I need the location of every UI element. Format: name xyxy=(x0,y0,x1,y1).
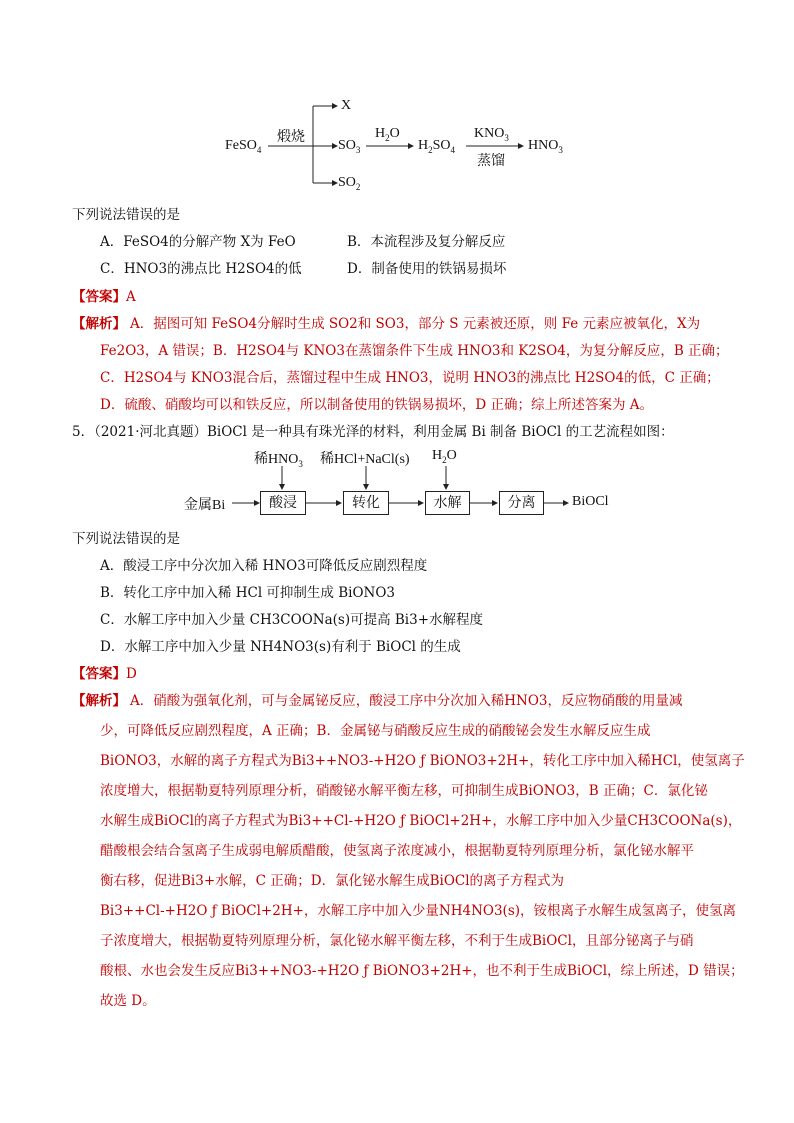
q5-analysis-line-5: 水解生成BiOCl的离子方程式为Bi3++Cl-+H2O ƒ BiOCl+2H+，水解工序中加入少量CH3COONa(s)， xyxy=(100,813,742,829)
q5-analysis-line-11: 故选 D。 xyxy=(100,993,156,1009)
q4-product2: $H_2SO_4$ xyxy=(418,138,456,155)
q4-analysis-line-3: C．H2SO4与 KNO3混合后，蒸馏过程中生成 HNO3，说明 HNO3的沸点比 H2SO4的低，C 正确； xyxy=(100,370,720,386)
q5-step-1: 酸浸 xyxy=(260,491,306,515)
q5-option-b: B．转化工序中加入稀 HCl 可抑制生成 BiONO3 xyxy=(100,585,395,601)
q5-analysis-line-6: 醋酸根会结合氢离子生成弱电解质醋酸，使氢离子浓度减小，根据勒夏特列原理分析，氯化铋水解平 xyxy=(100,843,694,859)
q4-step3-condition: 蒸馏 xyxy=(477,154,505,169)
q5-analysis-line-10: 酸根、水也会发生反应Bi3++NO3-+H2O ƒ BiONO3+2H+，也不利于生成BiOCl，综上所述，D 错误； xyxy=(100,963,744,979)
q4-answer-value: A xyxy=(126,289,136,305)
q4-product3: $HNO_3$ xyxy=(528,138,563,155)
q4-analysis-label: 【解析】 xyxy=(72,316,126,332)
q5-answer-value: D xyxy=(126,666,137,682)
q5-analysis-line-3: BiONO3，水解的离子方程式为Bi3++NO3-+H2O ƒ BiONO3+2H+，转化工序中加入稀HCl，使氢离子 xyxy=(100,753,745,769)
q4-step2-reagent: $H_2O$ xyxy=(375,126,400,143)
q4-analysis-line-4: D．硫酸、硝酸均可以和铁反应，所以制备使用的铁锅易损坏，D 正确；综上所述答案为 A。 xyxy=(100,397,653,413)
q5-reagent-2: 稀HCl+NaCl(s) xyxy=(320,452,410,467)
q5-input: 金属Bi xyxy=(184,498,226,513)
q5-analysis-line-4: 浓度增大，根据勒夏特列原理分析，硝酸铋水解平衡左移，可抑制生成BiONO3，B 正确；C．氯化铋 xyxy=(100,783,708,799)
q5-option-d: D．水解工序中加入少量 NH4NO3(s)有利于 BiOCl 的生成 xyxy=(100,639,461,655)
q5-option-c: C．水解工序中加入少量 CH3COONa(s)可提高 Bi3+水解程度 xyxy=(100,612,484,628)
q5-step-4: 分离 xyxy=(499,491,544,515)
q4-analysis-line-2: Fe2O3，A 错误；B．H2SO4与 KNO3在蒸馏条件下生成 HNO3和 K2SO4，为复分解反应，B 正确； xyxy=(100,343,729,359)
q4-diagram xyxy=(0,0,794,200)
q5-prompt: 下列说法错误的是 xyxy=(72,531,180,547)
q4-analysis-line-1: A．据图可知 FeSO4分解时生成 SO2和 SO3，部分 S 元素被还原，则 Fe 元素应被氧化，X为 xyxy=(130,316,701,332)
q4-answer xyxy=(72,288,136,306)
q4-answer-label: 【答案】 xyxy=(72,289,126,305)
q5-analysis-label: 【解析】 xyxy=(72,693,126,709)
q4-option-d: D．制备使用的铁锅易损坏 xyxy=(347,261,507,277)
q4-branch-mid: $SO_3$ xyxy=(338,138,361,155)
q5-analysis-line-2: 少，可降低反应剧烈程度，A 正确；B．金属铋与硝酸反应生成的硝酸铋会发生水解反应生成 xyxy=(100,723,651,739)
q5-reagent-3: $H_2O$ xyxy=(432,448,457,465)
q5-analysis-line-9: 子浓度增大，根据勒夏特列原理分析，氯化铋水解平衡左移，不利于生成BiOCl，且部分铋离子与硝 xyxy=(100,933,694,949)
q4-branch-bot: $SO_2$ xyxy=(338,175,361,192)
q5-reagent-1: 稀$HNO_3$ xyxy=(254,452,303,469)
q5-step-2: 转化 xyxy=(343,491,389,515)
q4-step3-reagent: $KNO_3$ xyxy=(474,126,509,143)
q4-option-b: B．本流程涉及复分解反应 xyxy=(347,234,506,250)
q4-condition: 煅烧 xyxy=(277,130,305,145)
q5-answer-label: 【答案】 xyxy=(72,666,126,682)
q4-branch-top: X xyxy=(341,98,352,113)
q4-option-c: C．HNO3的沸点比 H2SO4的低 xyxy=(100,261,302,277)
q5-analysis-line-8: Bi3++Cl-+H2O ƒ BiOCl+2H+，水解工序中加入少量NH4NO3(s)，铵根离子水解生成氢离子，使氢离 xyxy=(100,903,737,919)
q5-output: BiOCl xyxy=(572,494,609,509)
q5-step-3: 水解 xyxy=(425,491,470,515)
q5-flow xyxy=(0,440,794,525)
q5-option-a: A．酸浸工序中分次加入稀 HNO3可降低反应剧烈程度 xyxy=(100,558,428,574)
q5-answer xyxy=(72,665,137,683)
q4-reactant: FeSO$_4$ xyxy=(225,138,262,155)
q5-analysis-line-1: A．硝酸为强氧化剂，可与金属铋反应，酸浸工序中分次加入稀HNO3，反应物硝酸的用量减 xyxy=(130,693,683,709)
q4-option-a: A．FeSO4的分解产物 X为 FeO xyxy=(100,234,296,250)
q4-diagram-arrows xyxy=(0,0,794,200)
q4-prompt: 下列说法错误的是 xyxy=(72,207,180,223)
q5-stem: 5．（2021·河北真题）BiOCl 是一种具有珠光泽的材料，利用金属 Bi 制备 BiOCl 的工艺流程如图： xyxy=(72,424,674,440)
q5-analysis-line-7: 衡右移，促进Bi3+水解，C 正确；D．氯化铋水解生成BiOCl的离子方程式为 xyxy=(100,873,565,889)
